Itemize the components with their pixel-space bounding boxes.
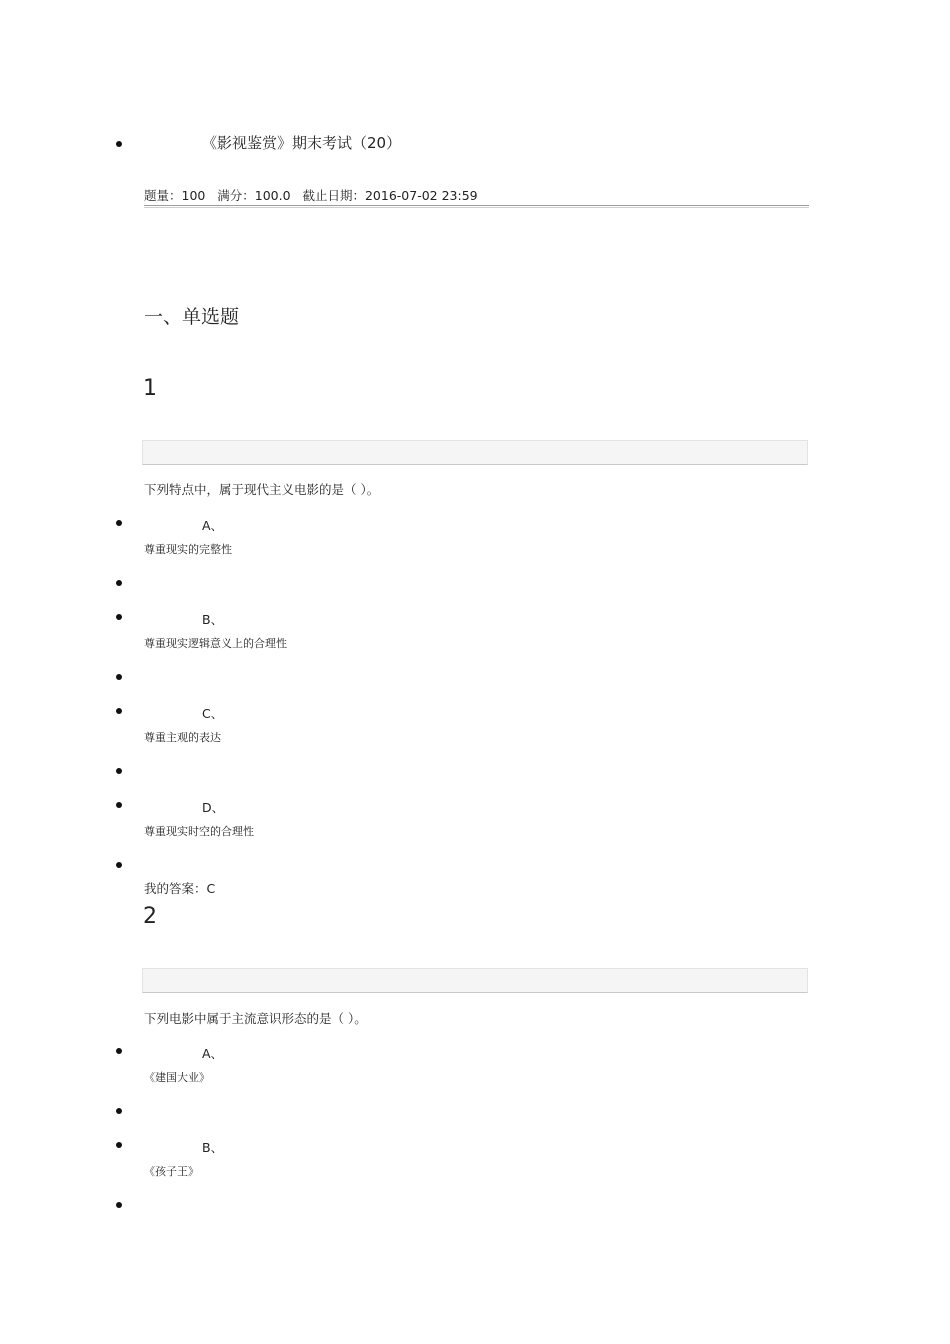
option-label[interactable]: D、 bbox=[202, 800, 225, 815]
list-bullet bbox=[116, 141, 122, 147]
option-bullet bbox=[116, 802, 122, 808]
option-label[interactable]: A、 bbox=[202, 518, 224, 533]
option-label[interactable]: B、 bbox=[202, 612, 224, 627]
option-bullet bbox=[116, 1048, 122, 1054]
question-text: 下列电影中属于主流意识形态的是（ ）。 bbox=[144, 1011, 367, 1026]
option-text[interactable]: 《孩子王》 bbox=[144, 1165, 199, 1178]
exam-title: 《影视鉴赏》期末考试（20） bbox=[202, 134, 402, 152]
exam-meta: 题量：100 满分：100.0 截止日期：2016-07-02 23:59 bbox=[144, 188, 478, 203]
option-bullet bbox=[116, 520, 122, 526]
option-bullet bbox=[116, 614, 122, 620]
option-label[interactable]: C、 bbox=[202, 706, 224, 721]
option-label[interactable]: B、 bbox=[202, 1140, 224, 1155]
list-bullet bbox=[116, 1108, 122, 1114]
question-number: 1 bbox=[143, 376, 157, 401]
list-bullet bbox=[116, 1202, 122, 1208]
list-bullet bbox=[116, 674, 122, 680]
question-header-bar bbox=[142, 968, 808, 993]
list-bullet bbox=[116, 580, 122, 586]
question-header-bar bbox=[142, 440, 808, 465]
option-bullet bbox=[116, 708, 122, 714]
option-bullet bbox=[116, 1142, 122, 1148]
divider bbox=[144, 207, 809, 208]
my-answer: 我的答案：C bbox=[144, 881, 216, 896]
option-text[interactable]: 尊重主观的表达 bbox=[144, 731, 221, 744]
option-text[interactable]: 尊重现实的完整性 bbox=[144, 543, 232, 556]
option-label[interactable]: A、 bbox=[202, 1046, 224, 1061]
option-text[interactable]: 尊重现实逻辑意义上的合理性 bbox=[144, 637, 287, 650]
question-text: 下列特点中，属于现代主义电影的是（ ）。 bbox=[144, 482, 380, 497]
question-number: 2 bbox=[143, 904, 157, 929]
option-text[interactable]: 《建国大业》 bbox=[144, 1071, 210, 1084]
list-bullet bbox=[116, 768, 122, 774]
section-title: 一、单选题 bbox=[144, 306, 240, 328]
divider bbox=[144, 205, 809, 206]
list-bullet bbox=[116, 862, 122, 868]
option-text[interactable]: 尊重现实时空的合理性 bbox=[144, 825, 254, 838]
